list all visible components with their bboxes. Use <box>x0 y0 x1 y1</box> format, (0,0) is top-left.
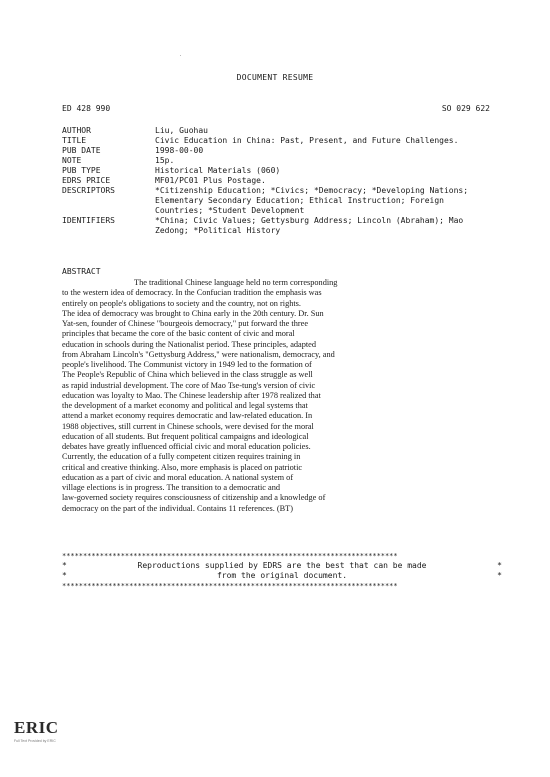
abstract-line: village elections is in progress. The transition to a democratic and <box>62 483 281 492</box>
abstract-line: law-governed society requires consciousness of citizenship and a knowledge of <box>62 493 326 503</box>
eric-logo-text: ERIC <box>14 718 59 737</box>
abstract-line: The People's Republic of China which believed in the class struggle as well <box>62 370 313 380</box>
abstract-line: the development of a market economy and political and legal systems that <box>62 401 308 410</box>
abstract-body <box>62 278 492 514</box>
meta-label: PUB TYPE <box>62 166 101 175</box>
meta-row-identifiers <box>62 216 492 236</box>
meta-value: 15p. <box>155 156 175 165</box>
abstract-line: 1988 objectives, still current in Chinese schools, were devised for the moral <box>62 421 314 431</box>
abstract-line: critical and creative thinking. Also, more emphasis is placed on patriotic <box>62 462 303 472</box>
meta-row-descriptors <box>62 186 492 216</box>
abstract-line: Yat-sen, founder of Chinese "bourgeois democracy," put forward the three <box>62 319 309 328</box>
meta-row-pub-date <box>62 146 492 156</box>
meta-row-author <box>62 126 492 136</box>
meta-row-edrs-price <box>62 176 492 186</box>
abstract-line: people's livelihood. The Communist victory in 1949 led to the formation of <box>62 360 312 369</box>
abstract-line: education of all students. But frequent political campaigns and ideological <box>62 431 309 441</box>
star-border-top: ******************************************************************************** <box>62 552 398 560</box>
eric-logo-subtext: Full Text Provided by ERIC <box>14 739 56 743</box>
meta-value: *Citizenship Education; *Civics; *Democracy; *Developing Nations; Elementary Secondary Education; Ethical Instruction; Foreign Countries; *Student Development <box>155 186 469 215</box>
notice-text-2: from the original document. <box>216 571 348 580</box>
abstract-line: from Abraham Lincoln's "Gettysburg Address," were nationalism, democracy, and <box>62 349 335 359</box>
abstract-label: ABSTRACT <box>62 267 101 276</box>
meta-value: *China; Civic Values; Gettysburg Address; Lincoln (Abraham); Mao Zedong; *Political History <box>155 216 464 235</box>
abstract-line: to the western idea of democracy. In the Confucian tradition the emphasis was <box>62 288 322 298</box>
abstract-line: education as a part of civic and moral education. A national system of <box>62 472 294 482</box>
ed-number: ED 428 990 <box>62 104 111 113</box>
abstract-line: democracy on the part of the individual. Contains 11 references. (BT) <box>62 503 294 513</box>
meta-label: NOTE <box>62 156 82 165</box>
document-title: DOCUMENT RESUME <box>236 73 314 82</box>
meta-value: Liu, Guohau <box>155 126 208 135</box>
abstract-line: debates have greatly influenced official civic and moral education policies. <box>62 442 311 451</box>
meta-value: MF01/PC01 Plus Postage. <box>155 176 266 185</box>
meta-value: Civic Education in China: Past, Present, and Future Challenges. <box>155 136 459 145</box>
star-edge: * <box>497 561 502 570</box>
so-number: SO 029 622 <box>441 104 490 113</box>
abstract-line: education in schools during the Nationalist period. These principles, adapted <box>62 339 316 349</box>
abstract-line: education was loyalty to Mao. The Chinese leadership after 1978 realized that <box>62 390 321 400</box>
abstract-line: attend a market economy requires democratic and law-related education. In <box>62 411 313 421</box>
meta-label: EDRS PRICE <box>62 176 111 185</box>
star-edge: * <box>497 571 502 580</box>
star-edge: * <box>62 571 67 580</box>
scan-speck <box>180 55 181 56</box>
meta-label: DESCRIPTORS <box>62 186 115 195</box>
meta-label: PUB DATE <box>62 146 101 155</box>
meta-row-title <box>62 136 492 146</box>
reproduction-notice <box>62 551 502 591</box>
meta-row-note <box>62 156 492 166</box>
abstract-line: principles that became the core of the basic content of civic and moral <box>62 329 295 339</box>
abstract-line: Currently, the education of a fully competent citizen requires training in <box>62 452 301 462</box>
notice-line-2 <box>62 571 502 581</box>
star-edge: * <box>62 561 67 570</box>
metadata-table <box>62 126 492 236</box>
abstract-line: entirely on people's obligations to society and the country, not on rights. <box>62 298 301 308</box>
meta-value: 1998-00-00 <box>155 146 204 155</box>
abstract-line: The idea of democracy was brought to China early in the 20th century. Dr. Sun <box>62 308 324 318</box>
eric-logo <box>14 718 59 754</box>
notice-text-1: Reproductions supplied by EDRS are the best that can be made <box>137 561 427 570</box>
meta-value: Historical Materials (060) <box>155 166 281 175</box>
abstract-line: as rapid industrial development. The core of Mao Tse-tung's version of civic <box>62 380 316 390</box>
abstract-line: The traditional Chinese language held no term corresponding <box>134 278 338 287</box>
meta-label: TITLE <box>62 136 87 145</box>
meta-label: IDENTIFIERS <box>62 216 115 225</box>
star-border-bottom: ******************************************************************************** <box>62 582 398 590</box>
meta-row-pub-type <box>62 166 492 176</box>
notice-line-1 <box>62 561 502 571</box>
meta-label: AUTHOR <box>62 126 91 135</box>
